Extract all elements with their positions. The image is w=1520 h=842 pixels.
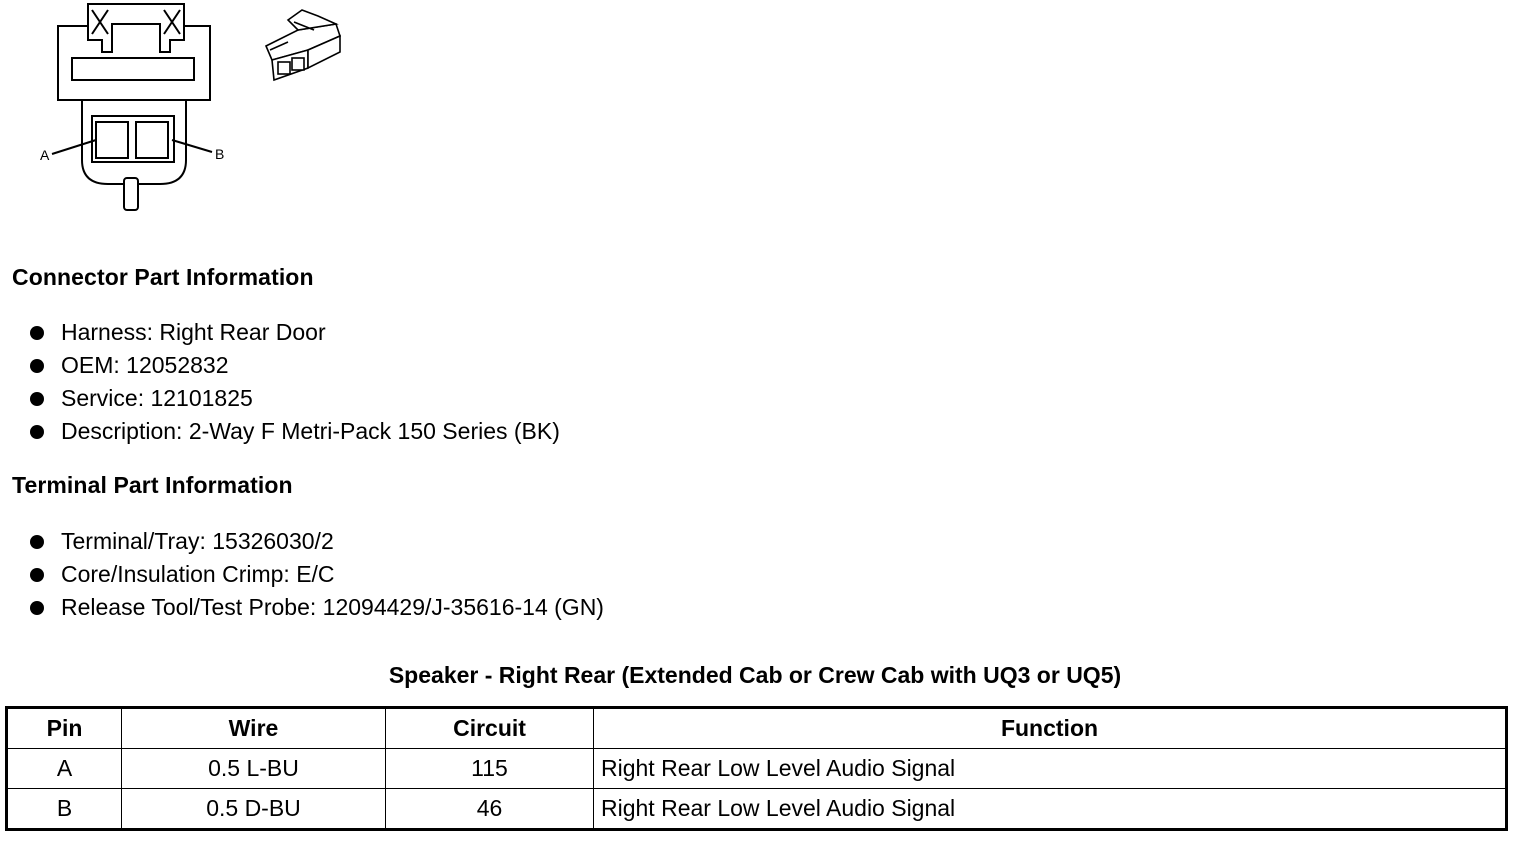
bullet-icon: [30, 326, 44, 340]
bullet-icon: [30, 392, 44, 406]
circuit-cell: 115: [386, 749, 594, 789]
connector-face-diagram: [0, 0, 250, 220]
list-item-text: Release Tool/Test Probe: 12094429/J-35616-14 (GN): [61, 594, 604, 620]
terminal-info-list: [28, 525, 604, 624]
pin-cell: A: [7, 749, 122, 789]
pin-table-title: Speaker - Right Rear (Extended Cab or Crew Cab with UQ3 or UQ5): [388, 662, 1122, 688]
bullet-icon: [30, 535, 44, 549]
wire-cell: 0.5 D-BU: [122, 789, 386, 830]
list-item-text: Terminal/Tray: 15326030/2: [61, 528, 334, 554]
terminal-info-heading: Terminal Part Information: [12, 472, 293, 498]
column-header-function: Function: [594, 708, 1507, 749]
bullet-icon: [30, 425, 44, 439]
column-header-wire: Wire: [122, 708, 386, 749]
list-item: [28, 349, 560, 382]
circuit-cell: 46: [386, 789, 594, 830]
list-item-text: OEM: 12052832: [61, 352, 229, 378]
pin-b-label: B: [215, 146, 225, 162]
list-item: [28, 525, 604, 558]
pin-table: [5, 706, 1508, 831]
pin-cell: B: [7, 789, 122, 830]
bullet-icon: [30, 359, 44, 373]
function-cell: Right Rear Low Level Audio Signal: [594, 749, 1507, 789]
bullet-icon: [30, 601, 44, 615]
wire-cell: 0.5 L-BU: [122, 749, 386, 789]
function-cell: Right Rear Low Level Audio Signal: [594, 789, 1507, 830]
list-item: [28, 316, 560, 349]
table-row: [7, 789, 1507, 830]
list-item: [28, 558, 604, 591]
list-item-text: Service: 12101825: [61, 385, 253, 411]
list-item-text: Core/Insulation Crimp: E/C: [61, 561, 335, 587]
column-header-circuit: Circuit: [386, 708, 594, 749]
list-item: [28, 382, 560, 415]
list-item: [28, 415, 560, 448]
table-header-row: [7, 708, 1507, 749]
bullet-icon: [30, 568, 44, 582]
list-item-text: Harness: Right Rear Door: [61, 319, 326, 345]
connector-info-list: [28, 316, 560, 448]
list-item: [28, 591, 604, 624]
connector-info-heading: Connector Part Information: [12, 264, 314, 290]
pin-a-label: A: [40, 147, 50, 163]
connector-thumbnail: [258, 2, 348, 88]
table-row: [7, 749, 1507, 789]
column-header-pin: Pin: [7, 708, 122, 749]
list-item-text: Description: 2-Way F Metri-Pack 150 Series (BK): [61, 418, 560, 444]
